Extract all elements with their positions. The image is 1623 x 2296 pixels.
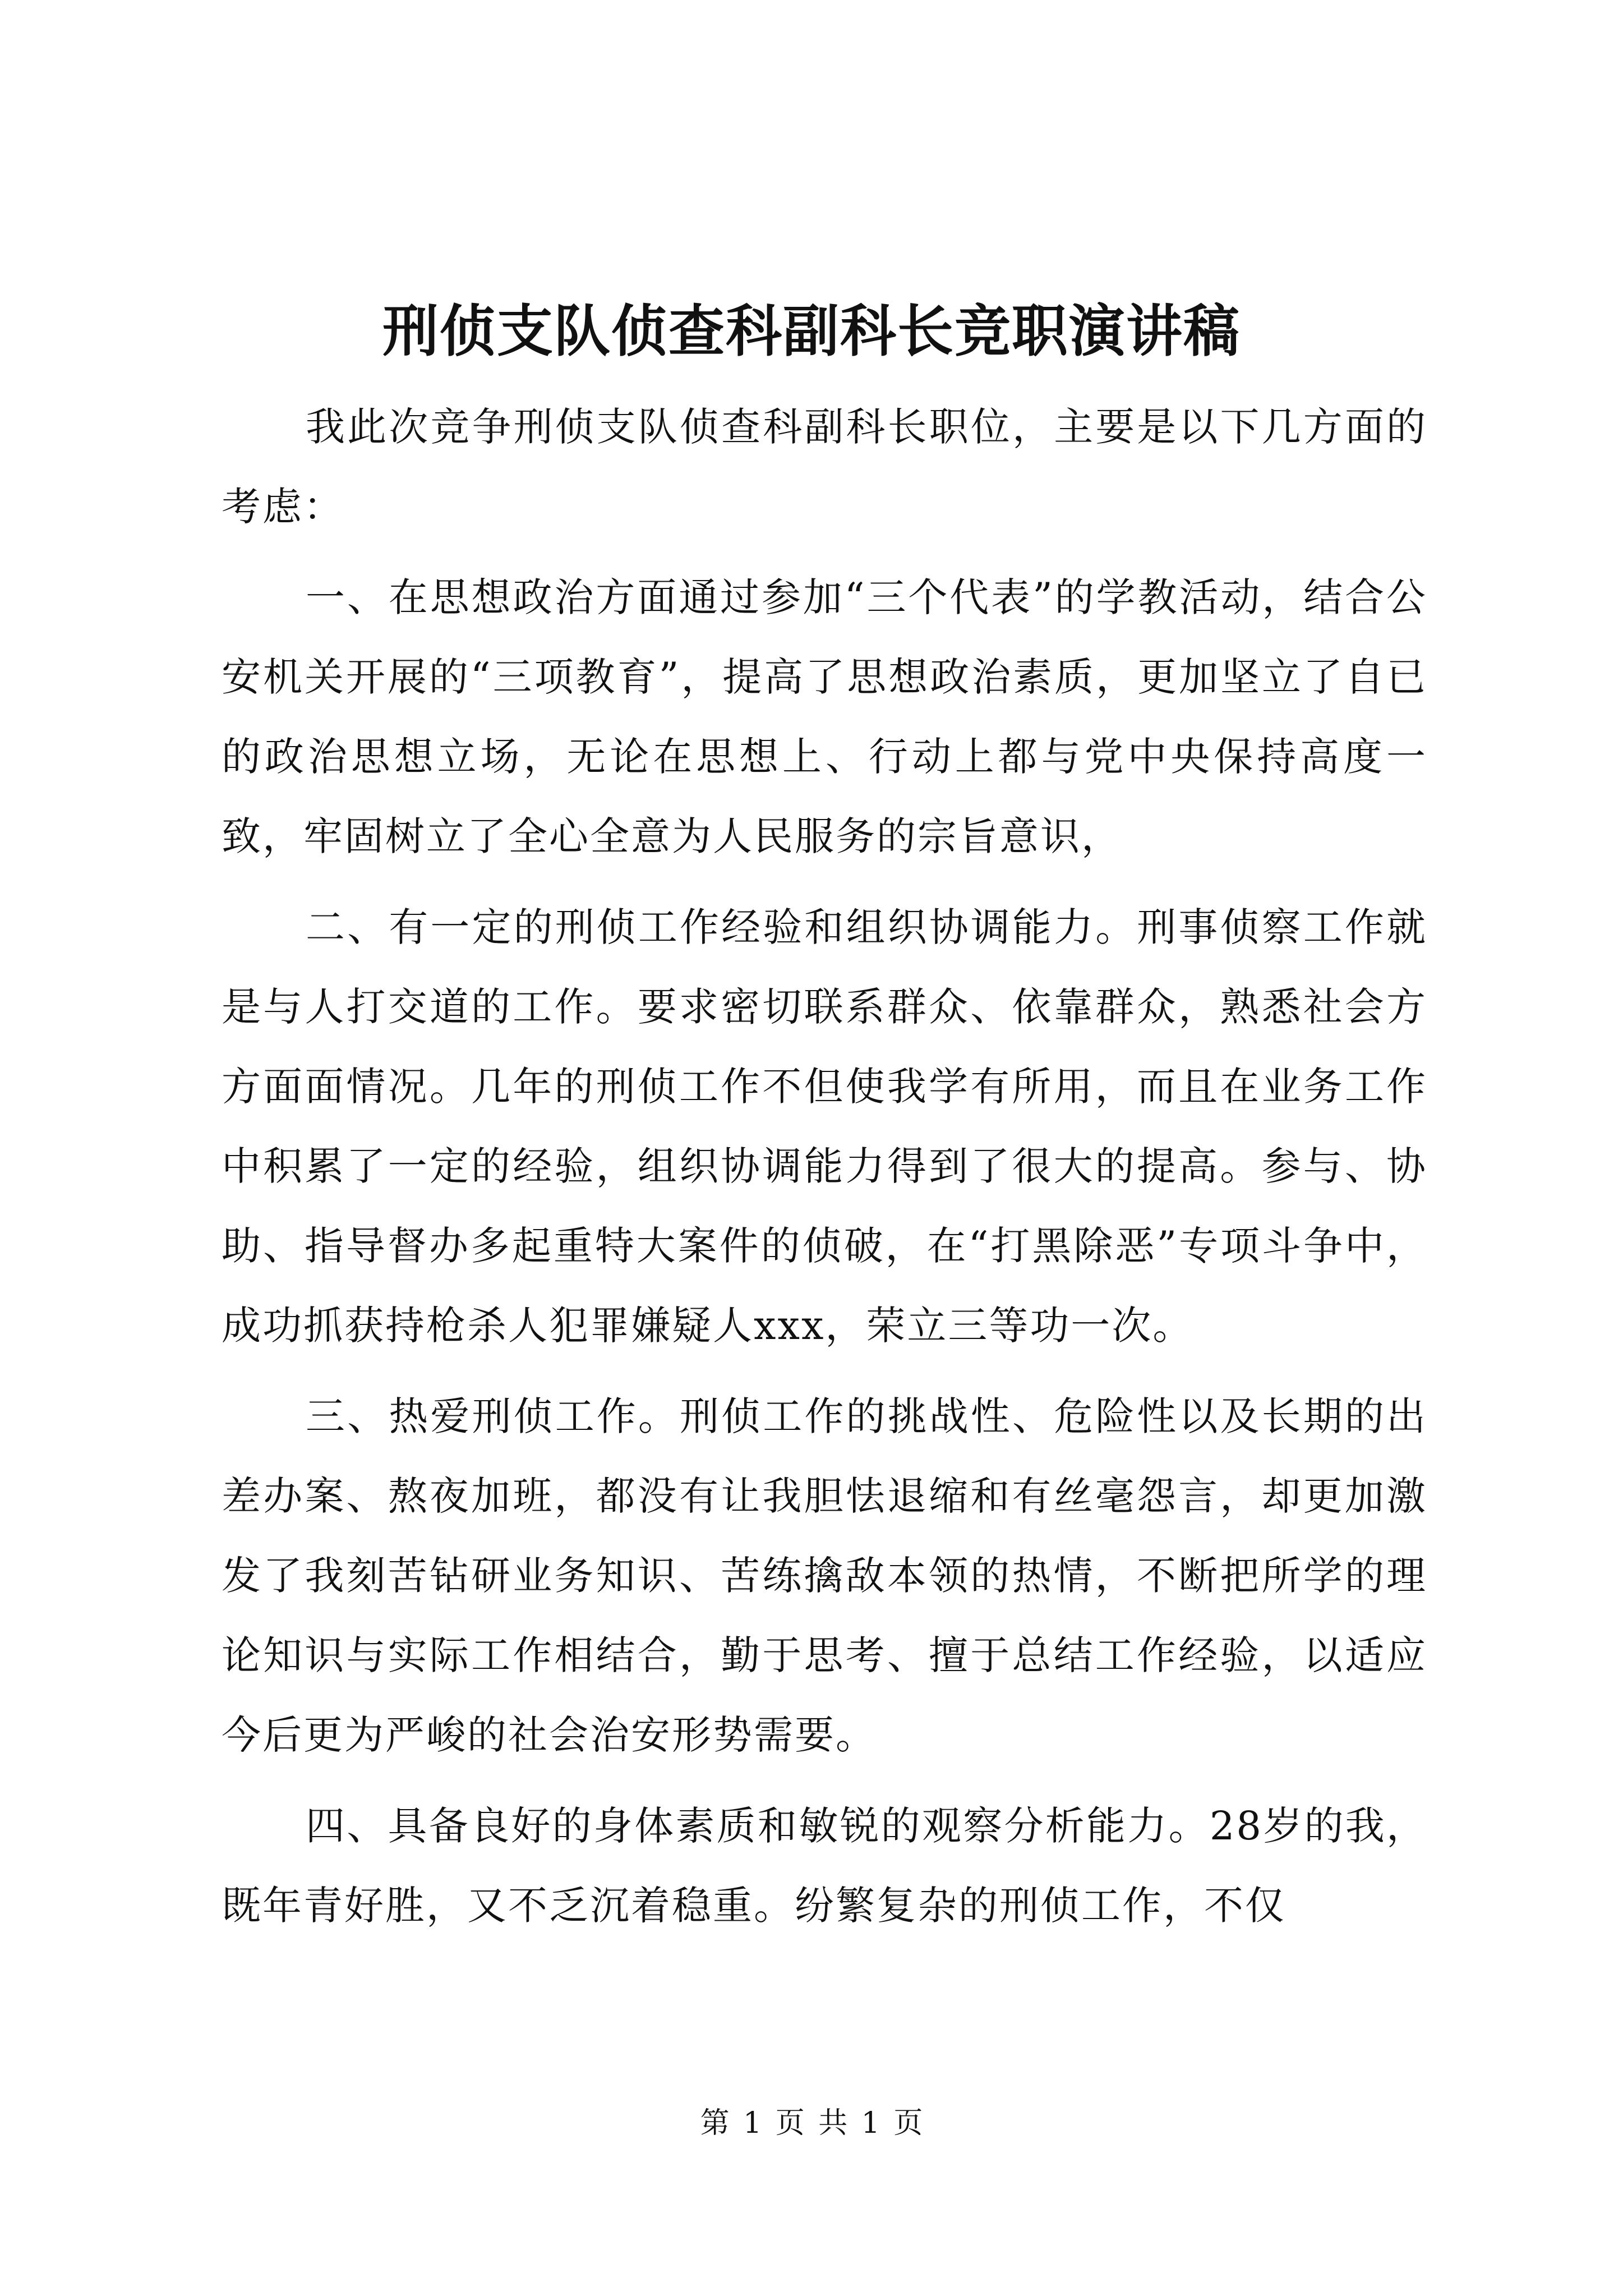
document-title: 刑侦支队侦查科副科长竞职演讲稿 xyxy=(382,298,1241,364)
document-body xyxy=(222,387,1427,1945)
paragraph-3: 三、热爱刑侦工作。刑侦工作的挑战性、危险性以及长期的出差办案、熬夜加班，都没有让我胆怯退缩和有丝毫怨言，却更加激发了我刻苦钻研业务知识、苦练擒敌本领的热情，不断把所学的理论知识与实际工作相结合，勤于思考、擅于总结工作经验，以适应今后更为严峻的社会治安形势需要。 xyxy=(222,1393,1427,1758)
page-number-footer: 第 1 页 共 1 页 xyxy=(700,2106,923,2140)
paragraph-2: 二、有一定的刑侦工作经验和组织协调能力。刑事侦察工作就是与人打交道的工作。要求密切联系群众、依靠群众，熟悉社会方方面面情况。几年的刑侦工作不但使我学有所用，而且在业务工作中积累了一定的经验，组织协调能力得到了很大的提高。参与、协助、指导督办多起重特大案件的侦破，在“打黑除恶”专项斗争中，成功抓获持枪杀人犯罪嫌疑人xxx，荣立三等功一次。 xyxy=(222,904,1427,1349)
paragraph-4: 四、具备良好的身体素质和敏锐的观察分析能力。28岁的我，既年青好胜，又不乏沉着稳重。纷繁复杂的刑侦工作，不仅 xyxy=(222,1803,1427,1929)
paragraph-1: 一、在思想政治方面通过参加“三个代表”的学教活动，结合公安机关开展的“三项教育”，提高了思想政治素质，更加坚立了自已的政治思想立场，无论在思想上、行动上都与党中央保持高度一致，牢固树立了全心全意为人民服务的宗旨意识， xyxy=(222,574,1427,859)
paragraph-intro: 我此次竞争刑侦支队侦查科副科长职位，主要是以下几方面的考虑： xyxy=(222,404,1427,530)
